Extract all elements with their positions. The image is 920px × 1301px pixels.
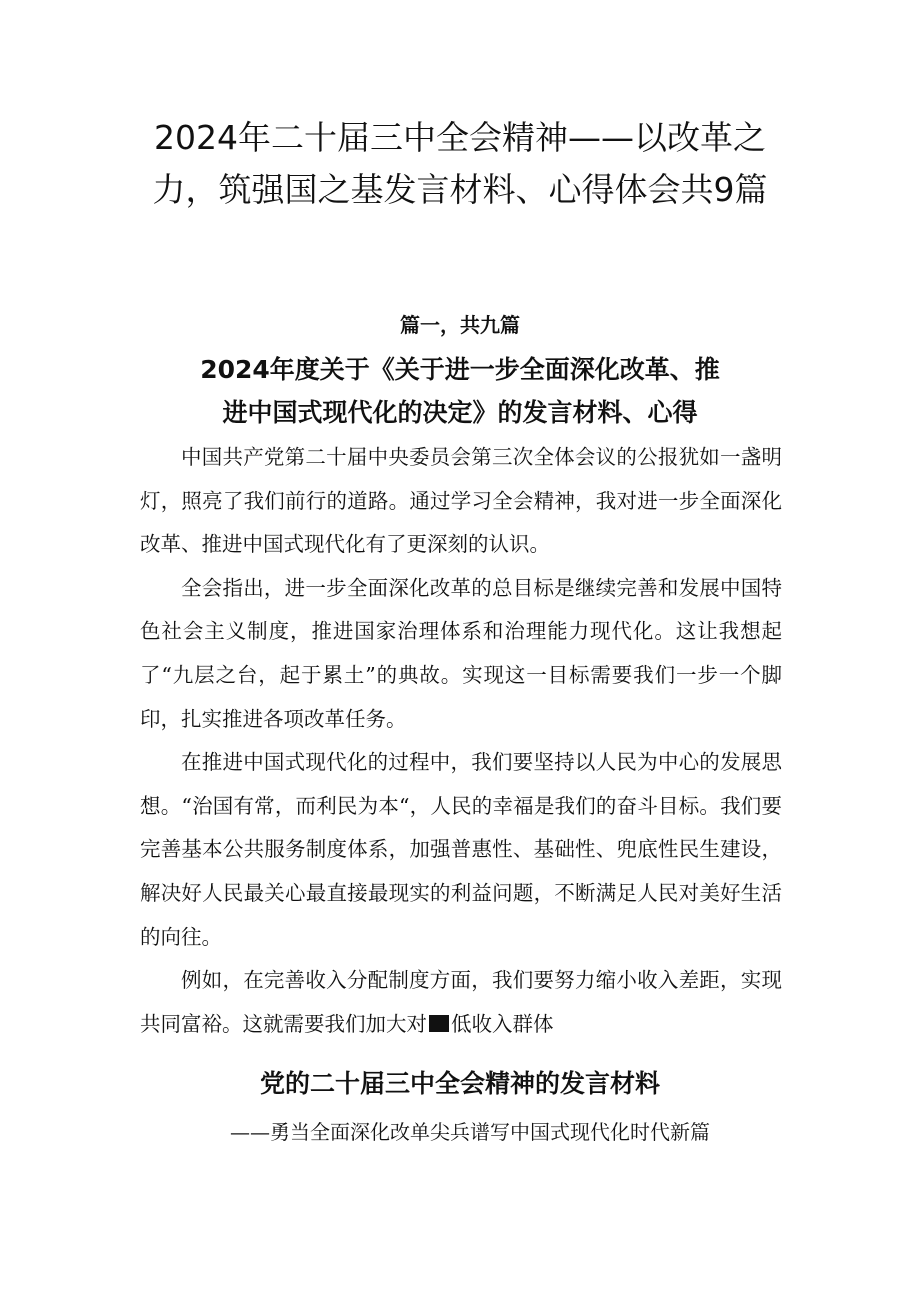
main-title: 2024年二十届三中全会精神——以改革之力，筑强国之基发言材料、心得体会共9篇	[152, 118, 768, 209]
article-title-line-1: 2024年度关于《关于进一步全面深化改革、推	[200, 355, 720, 384]
article-title	[140, 348, 780, 434]
second-article-title: 党的二十届三中全会精神的发言材料	[259, 1069, 660, 1098]
second-article-subtitle: ——勇当全面深化改单尖兵谱写中国式现代化时代新篇	[230, 1120, 710, 1144]
paragraph-3: 在推进中国式现代化的过程中，我们要坚持以人民为中心的发展思想。“治国有常，而利民为本“，人民的幸福是我们的奋斗目标。我们要完善基本公共服务制度体系，加强普惠性、基础性、兜底性民生建设，解决好人民最关心最直接最现实的利益问题，不断满足人民对美好生活的向往。	[140, 750, 782, 949]
paragraph-1: 中国共产党第二十届中央委员会第三次全体会议的公报犹如一盏明灯，照亮了我们前行的道路。通过学习全会精神，我对进一步全面深化改革、推进中国式现代化有了更深刻的认识。	[140, 445, 782, 557]
paragraph-4-text-start: 例如，在完善收入分配制度方面，我们要努力缩小收入差距，实现共同富裕。这就需要我们加大对	[140, 968, 782, 1036]
section-label: 篇一，共九篇	[400, 313, 520, 337]
paragraph-2: 全会指出，进一步全面深化改革的总目标是继续完善和发展中国特色社会主义制度，推进国家治理体系和治理能力现代化。这让我想起了“九层之台，起于累土”的典故。实现这一目标需要我们一步一个脚印，扎实推进各项改革任务。	[140, 575, 782, 731]
redaction-block-icon	[429, 1015, 449, 1032]
paragraph-4-text-end: 低收入群体	[451, 1011, 554, 1036]
article-title-line-2: 进中国式现代化的决定》的发言材料、心得	[222, 398, 698, 427]
paragraph-4	[140, 959, 782, 1046]
body-text	[140, 436, 782, 1046]
